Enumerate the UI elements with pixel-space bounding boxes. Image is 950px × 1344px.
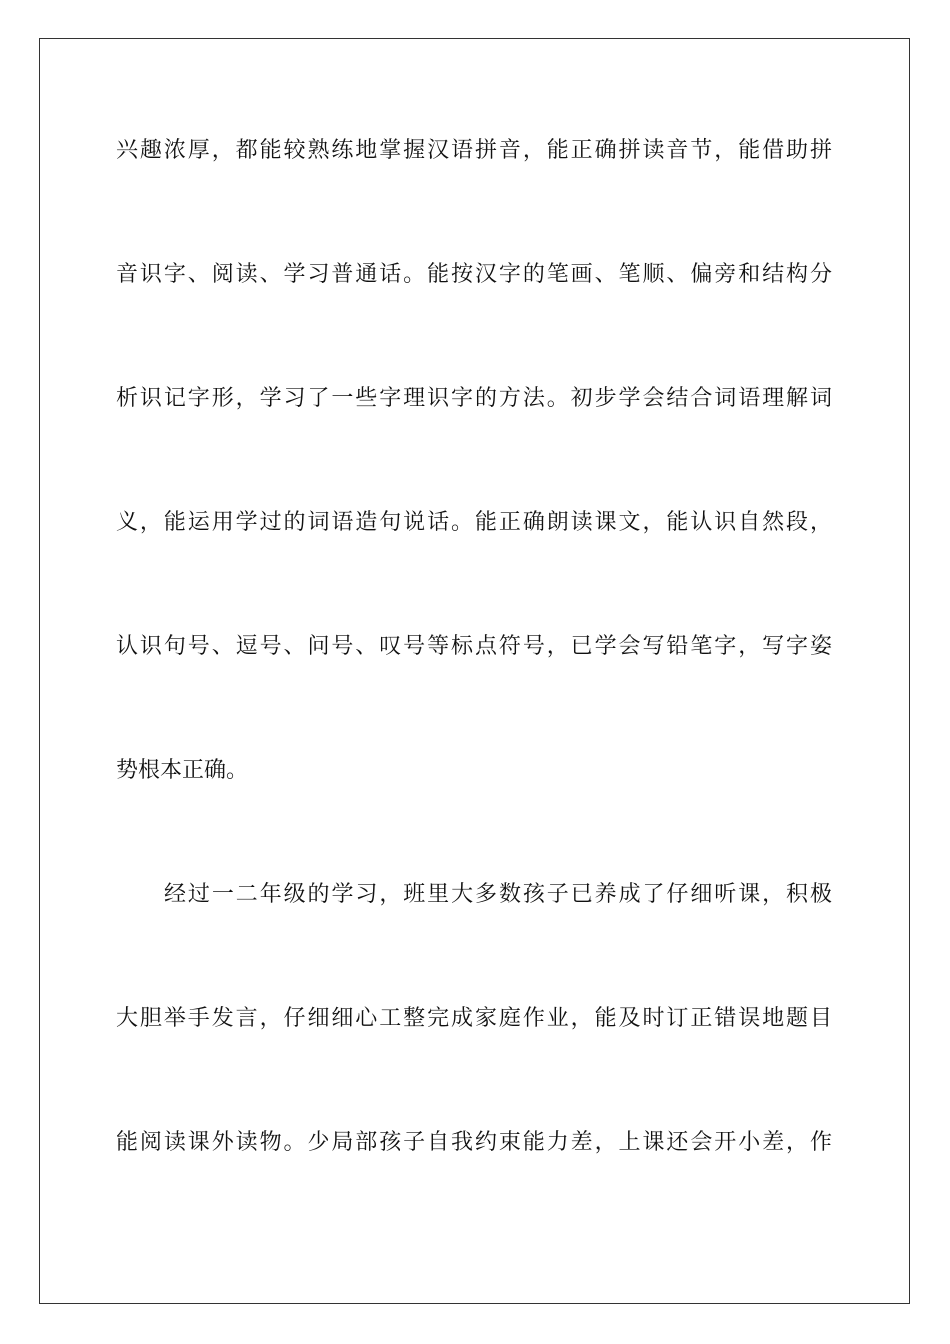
paragraph-line: 大胆举手发言，仔细细心工整完成家庭作业，能及时订正错误地题目 xyxy=(116,1006,832,1031)
paragraph-line: 能阅读课外读物。少局部孩子自我约束能力差，上课还会开小差，作 xyxy=(116,1130,832,1155)
paragraph-line: 经过一二年级的学习，班里大多数孩子已养成了仔细听课，积极 xyxy=(164,882,832,907)
paragraph-line: 义，能运用学过的词语造句说话。能正确朗读课文，能认识自然段， xyxy=(116,510,832,535)
paragraph-line: 势根本正确。 xyxy=(116,758,249,783)
paragraph-line: 认识句号、逗号、问号、叹号等标点符号，已学会写铅笔字，写字姿 xyxy=(116,634,832,659)
paragraph-line: 兴趣浓厚，都能较熟练地掌握汉语拼音，能正确拼读音节，能借助拼 xyxy=(116,138,832,163)
paragraph-line: 音识字、阅读、学习普通话。能按汉字的笔画、笔顺、偏旁和结构分 xyxy=(116,262,832,287)
paragraph-line: 析识记字形，学习了一些字理识字的方法。初步学会结合词语理解词 xyxy=(116,386,832,411)
page-border xyxy=(39,38,910,1304)
